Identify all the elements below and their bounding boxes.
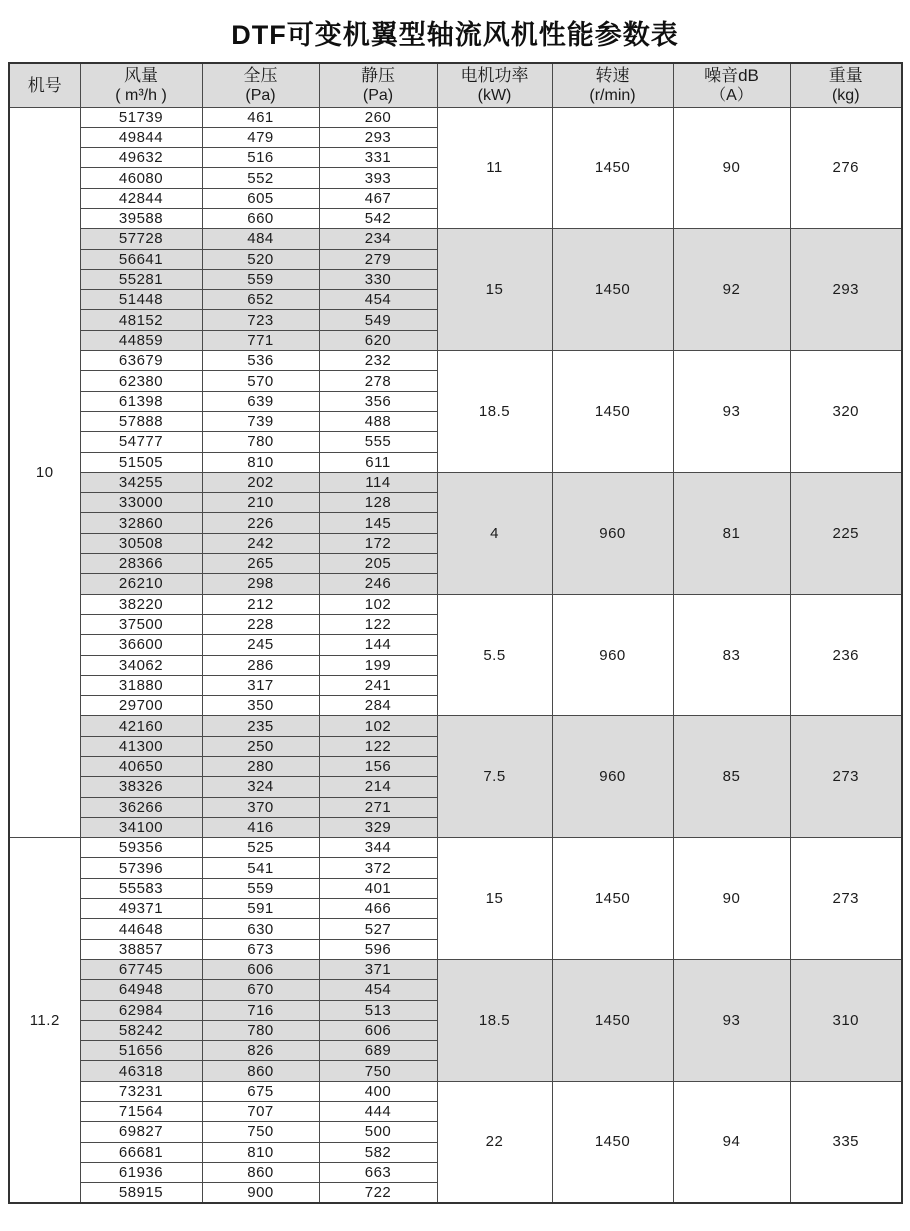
- cell-airflow: 61398: [80, 391, 202, 411]
- cell-static-pressure: 454: [319, 980, 437, 1000]
- cell-total-pressure: 723: [202, 310, 319, 330]
- cell-total-pressure: 484: [202, 229, 319, 249]
- header-sublabel: (r/min): [589, 87, 636, 105]
- cell-static-pressure: 284: [319, 696, 437, 716]
- cell-noise: 94: [673, 1081, 790, 1203]
- cell-airflow: 49371: [80, 899, 202, 919]
- cell-total-pressure: 370: [202, 797, 319, 817]
- header-weight: [790, 63, 902, 107]
- cell-total-pressure: 652: [202, 290, 319, 310]
- cell-airflow: 59356: [80, 838, 202, 858]
- cell-total-pressure: 286: [202, 655, 319, 675]
- cell-total-pressure: 516: [202, 148, 319, 168]
- cell-total-pressure: 900: [202, 1183, 319, 1203]
- cell-airflow: 69827: [80, 1122, 202, 1142]
- cell-static-pressure: 172: [319, 533, 437, 553]
- cell-static-pressure: 156: [319, 757, 437, 777]
- cell-airflow: 55281: [80, 269, 202, 289]
- cell-total-pressure: 212: [202, 594, 319, 614]
- cell-airflow: 58915: [80, 1183, 202, 1203]
- table-row: [9, 472, 902, 492]
- table-row: [9, 1081, 902, 1101]
- table-row: [9, 351, 902, 371]
- cell-total-pressure: 298: [202, 574, 319, 594]
- cell-speed: 1450: [552, 229, 673, 351]
- cell-static-pressure: 542: [319, 208, 437, 228]
- cell-static-pressure: 620: [319, 330, 437, 350]
- page-title: DTF可变机翼型轴流风机性能参数表: [231, 20, 679, 50]
- cell-total-pressure: 716: [202, 1000, 319, 1020]
- header-motor-power: [437, 63, 552, 107]
- cell-airflow: 57888: [80, 411, 202, 431]
- cell-weight: 335: [790, 1081, 902, 1203]
- cell-speed: 960: [552, 716, 673, 838]
- cell-airflow: 61936: [80, 1162, 202, 1182]
- cell-total-pressure: 520: [202, 249, 319, 269]
- cell-total-pressure: 202: [202, 472, 319, 492]
- cell-noise: 93: [673, 959, 790, 1081]
- cell-total-pressure: 461: [202, 107, 319, 127]
- cell-noise: 90: [673, 107, 790, 229]
- header-total-pressure: [202, 63, 319, 107]
- cell-airflow: 32860: [80, 513, 202, 533]
- table-row: [9, 107, 902, 127]
- cell-static-pressure: 663: [319, 1162, 437, 1182]
- cell-static-pressure: 467: [319, 188, 437, 208]
- cell-airflow: 51656: [80, 1041, 202, 1061]
- cell-total-pressure: 780: [202, 432, 319, 452]
- cell-static-pressure: 214: [319, 777, 437, 797]
- header-sublabel: (Pa): [362, 87, 394, 105]
- cell-speed: 1450: [552, 838, 673, 960]
- cell-static-pressure: 371: [319, 959, 437, 979]
- cell-total-pressure: 559: [202, 878, 319, 898]
- cell-airflow: 34255: [80, 472, 202, 492]
- cell-airflow: 46080: [80, 168, 202, 188]
- cell-weight: 273: [790, 716, 902, 838]
- header-sublabel: (kW): [477, 87, 512, 105]
- cell-speed: 1450: [552, 351, 673, 473]
- cell-airflow: 44648: [80, 919, 202, 939]
- cell-weight: 236: [790, 594, 902, 716]
- cell-speed: 1450: [552, 959, 673, 1081]
- cell-total-pressure: 707: [202, 1102, 319, 1122]
- cell-total-pressure: 810: [202, 452, 319, 472]
- cell-total-pressure: 317: [202, 675, 319, 695]
- cell-airflow: 30508: [80, 533, 202, 553]
- cell-airflow: 58242: [80, 1020, 202, 1040]
- cell-airflow: 41300: [80, 736, 202, 756]
- cell-weight: 225: [790, 472, 902, 594]
- cell-airflow: 26210: [80, 574, 202, 594]
- cell-total-pressure: 228: [202, 614, 319, 634]
- table-row: [9, 838, 902, 858]
- cell-airflow: 42844: [80, 188, 202, 208]
- cell-airflow: 33000: [80, 493, 202, 513]
- cell-airflow: 29700: [80, 696, 202, 716]
- cell-static-pressure: 271: [319, 797, 437, 817]
- cell-static-pressure: 750: [319, 1061, 437, 1081]
- cell-static-pressure: 234: [319, 229, 437, 249]
- header-label: 全压: [243, 66, 278, 86]
- cell-airflow: 37500: [80, 614, 202, 634]
- cell-static-pressure: 331: [319, 148, 437, 168]
- cell-airflow: 71564: [80, 1102, 202, 1122]
- cell-airflow: 38220: [80, 594, 202, 614]
- cell-total-pressure: 525: [202, 838, 319, 858]
- cell-airflow: 48152: [80, 310, 202, 330]
- cell-static-pressure: 260: [319, 107, 437, 127]
- cell-static-pressure: 241: [319, 675, 437, 695]
- cell-static-pressure: 102: [319, 716, 437, 736]
- cell-total-pressure: 860: [202, 1162, 319, 1182]
- cell-static-pressure: 722: [319, 1183, 437, 1203]
- cell-static-pressure: 500: [319, 1122, 437, 1142]
- cell-airflow: 44859: [80, 330, 202, 350]
- cell-static-pressure: 454: [319, 290, 437, 310]
- cell-total-pressure: 860: [202, 1061, 319, 1081]
- cell-total-pressure: 210: [202, 493, 319, 513]
- cell-static-pressure: 582: [319, 1142, 437, 1162]
- header-label: 转速: [595, 66, 630, 86]
- cell-total-pressure: 630: [202, 919, 319, 939]
- cell-airflow: 57396: [80, 858, 202, 878]
- cell-airflow: 62380: [80, 371, 202, 391]
- cell-static-pressure: 466: [319, 899, 437, 919]
- cell-static-pressure: 145: [319, 513, 437, 533]
- cell-static-pressure: 344: [319, 838, 437, 858]
- cell-total-pressure: 324: [202, 777, 319, 797]
- cell-weight: 320: [790, 351, 902, 473]
- cell-airflow: 28366: [80, 554, 202, 574]
- cell-static-pressure: 393: [319, 168, 437, 188]
- cell-total-pressure: 350: [202, 696, 319, 716]
- cell-total-pressure: 675: [202, 1081, 319, 1101]
- cell-airflow: 36600: [80, 635, 202, 655]
- table-row: [9, 229, 902, 249]
- cell-total-pressure: 826: [202, 1041, 319, 1061]
- header-static-pressure: [319, 63, 437, 107]
- cell-static-pressure: 246: [319, 574, 437, 594]
- table-row: [9, 959, 902, 979]
- cell-total-pressure: 673: [202, 939, 319, 959]
- cell-airflow: 67745: [80, 959, 202, 979]
- cell-motor-power: 15: [437, 229, 552, 351]
- cell-motor-power: 15: [437, 838, 552, 960]
- header-sublabel: （A）: [710, 87, 753, 105]
- header-airflow: [80, 63, 202, 107]
- cell-airflow: 49632: [80, 148, 202, 168]
- cell-total-pressure: 606: [202, 959, 319, 979]
- cell-total-pressure: 559: [202, 269, 319, 289]
- cell-static-pressure: 555: [319, 432, 437, 452]
- cell-total-pressure: 639: [202, 391, 319, 411]
- cell-airflow: 55583: [80, 878, 202, 898]
- cell-speed: 1450: [552, 107, 673, 229]
- cell-total-pressure: 245: [202, 635, 319, 655]
- cell-total-pressure: 670: [202, 980, 319, 1000]
- cell-static-pressure: 278: [319, 371, 437, 391]
- cell-noise: 85: [673, 716, 790, 838]
- cell-total-pressure: 235: [202, 716, 319, 736]
- cell-static-pressure: 128: [319, 493, 437, 513]
- cell-speed: 960: [552, 594, 673, 716]
- cell-airflow: 42160: [80, 716, 202, 736]
- cell-static-pressure: 372: [319, 858, 437, 878]
- cell-static-pressure: 689: [319, 1041, 437, 1061]
- header-label: 电机功率: [460, 66, 529, 86]
- cell-airflow: 54777: [80, 432, 202, 452]
- cell-noise: 92: [673, 229, 790, 351]
- cell-total-pressure: 660: [202, 208, 319, 228]
- cell-static-pressure: 549: [319, 310, 437, 330]
- header-sublabel: (kg): [831, 87, 860, 105]
- cell-weight: 310: [790, 959, 902, 1081]
- cell-static-pressure: 527: [319, 919, 437, 939]
- cell-total-pressure: 739: [202, 411, 319, 431]
- cell-weight: 293: [790, 229, 902, 351]
- cell-static-pressure: 400: [319, 1081, 437, 1101]
- cell-noise: 93: [673, 351, 790, 473]
- cell-airflow: 66681: [80, 1142, 202, 1162]
- cell-total-pressure: 250: [202, 736, 319, 756]
- cell-airflow: 51505: [80, 452, 202, 472]
- cell-airflow: 51448: [80, 290, 202, 310]
- cell-motor-power: 18.5: [437, 351, 552, 473]
- cell-total-pressure: 226: [202, 513, 319, 533]
- cell-static-pressure: 205: [319, 554, 437, 574]
- header-label: 风量: [124, 66, 158, 86]
- header-machine-no: [9, 63, 80, 107]
- cell-static-pressure: 122: [319, 736, 437, 756]
- table-header-row: [9, 63, 902, 107]
- cell-weight: 273: [790, 838, 902, 960]
- cell-airflow: 40650: [80, 757, 202, 777]
- cell-total-pressure: 780: [202, 1020, 319, 1040]
- cell-total-pressure: 570: [202, 371, 319, 391]
- cell-static-pressure: 401: [319, 878, 437, 898]
- cell-motor-power: 7.5: [437, 716, 552, 838]
- cell-total-pressure: 280: [202, 757, 319, 777]
- cell-static-pressure: 279: [319, 249, 437, 269]
- cell-airflow: 31880: [80, 675, 202, 695]
- cell-static-pressure: 114: [319, 472, 437, 492]
- cell-airflow: 38326: [80, 777, 202, 797]
- cell-airflow: 73231: [80, 1081, 202, 1101]
- cell-total-pressure: 771: [202, 330, 319, 350]
- cell-total-pressure: 810: [202, 1142, 319, 1162]
- cell-static-pressure: 488: [319, 411, 437, 431]
- table-row: [9, 716, 902, 736]
- cell-airflow: 51739: [80, 107, 202, 127]
- cell-static-pressure: 513: [319, 1000, 437, 1020]
- cell-total-pressure: 242: [202, 533, 319, 553]
- cell-total-pressure: 541: [202, 858, 319, 878]
- cell-airflow: 62984: [80, 1000, 202, 1020]
- cell-noise: 81: [673, 472, 790, 594]
- cell-airflow: 34062: [80, 655, 202, 675]
- header-speed: [552, 63, 673, 107]
- cell-speed: 1450: [552, 1081, 673, 1203]
- cell-total-pressure: 750: [202, 1122, 319, 1142]
- cell-static-pressure: 596: [319, 939, 437, 959]
- cell-static-pressure: 122: [319, 614, 437, 634]
- cell-static-pressure: 293: [319, 127, 437, 147]
- cell-airflow: 56641: [80, 249, 202, 269]
- cell-static-pressure: 444: [319, 1102, 437, 1122]
- header-noise: [673, 63, 790, 107]
- cell-total-pressure: 416: [202, 817, 319, 837]
- cell-static-pressure: 232: [319, 351, 437, 371]
- cell-speed: 960: [552, 472, 673, 594]
- header-label: 重量: [828, 66, 863, 86]
- cell-motor-power: 11: [437, 107, 552, 229]
- performance-table: [8, 62, 903, 1204]
- cell-weight: 276: [790, 107, 902, 229]
- cell-motor-power: 18.5: [437, 959, 552, 1081]
- table-body: [9, 107, 902, 1203]
- cell-airflow: 63679: [80, 351, 202, 371]
- header-sublabel: ( m³/h ): [115, 87, 167, 105]
- cell-machine-no: 10: [9, 107, 80, 838]
- cell-airflow: 36266: [80, 797, 202, 817]
- header-label: 静压: [361, 66, 395, 86]
- cell-motor-power: 4: [437, 472, 552, 594]
- cell-static-pressure: 329: [319, 817, 437, 837]
- cell-machine-no: 11.2: [9, 838, 80, 1203]
- table-row: [9, 594, 902, 614]
- cell-total-pressure: 265: [202, 554, 319, 574]
- header-label: 机号: [27, 75, 62, 95]
- cell-total-pressure: 479: [202, 127, 319, 147]
- cell-static-pressure: 199: [319, 655, 437, 675]
- cell-static-pressure: 606: [319, 1020, 437, 1040]
- cell-airflow: 57728: [80, 229, 202, 249]
- cell-static-pressure: 144: [319, 635, 437, 655]
- cell-total-pressure: 605: [202, 188, 319, 208]
- cell-static-pressure: 102: [319, 594, 437, 614]
- cell-static-pressure: 611: [319, 452, 437, 472]
- cell-motor-power: 22: [437, 1081, 552, 1203]
- cell-total-pressure: 552: [202, 168, 319, 188]
- cell-airflow: 34100: [80, 817, 202, 837]
- cell-airflow: 38857: [80, 939, 202, 959]
- cell-airflow: 64948: [80, 980, 202, 1000]
- cell-airflow: 39588: [80, 208, 202, 228]
- cell-airflow: 49844: [80, 127, 202, 147]
- cell-static-pressure: 330: [319, 269, 437, 289]
- cell-airflow: 46318: [80, 1061, 202, 1081]
- cell-noise: 90: [673, 838, 790, 960]
- header-label: 噪音dB: [704, 66, 759, 86]
- cell-static-pressure: 356: [319, 391, 437, 411]
- cell-noise: 83: [673, 594, 790, 716]
- header-sublabel: (Pa): [245, 87, 276, 105]
- cell-total-pressure: 591: [202, 899, 319, 919]
- cell-motor-power: 5.5: [437, 594, 552, 716]
- cell-total-pressure: 536: [202, 351, 319, 371]
